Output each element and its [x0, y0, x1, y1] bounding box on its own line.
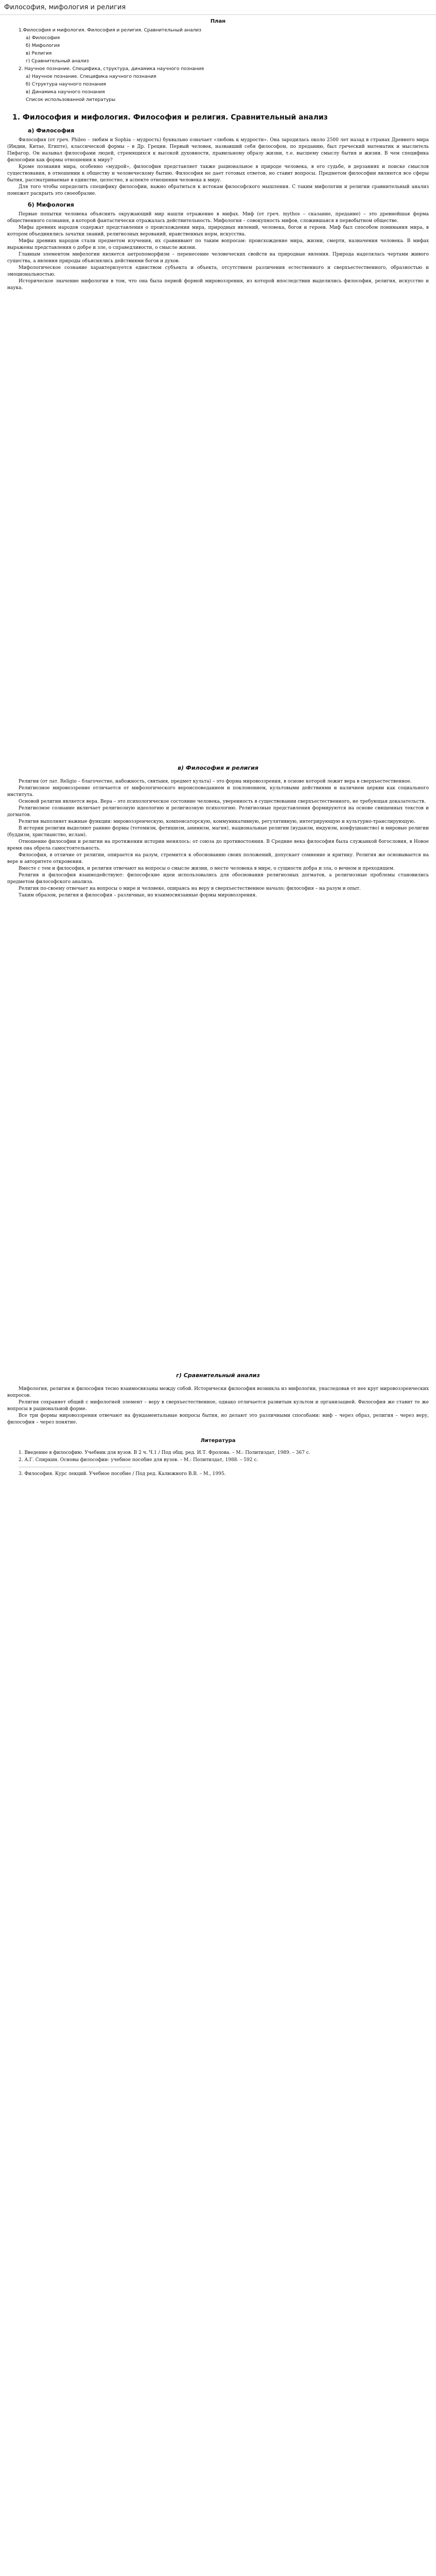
page-spacer	[7, 899, 429, 1363]
literature-list	[7, 1449, 429, 1478]
paragraph: Религиозное сознание включает религиозную идеологию и религиозную психологию. Религиозные представления формируются на основе священных текстов и догматов.	[7, 806, 429, 818]
paragraph: Философия (от греч. Phileo – любим и Sophia – мудрость) буквально означает «любовь к мудрости». Она зародилась около 2500 лет назад в странах Древнего мира (Индии, Китае, Египте), классической формы – в Др. Греции. Первый человек, назвавший себя философом, по преданию, был греческий математик и мыслитель Пифагор. Он называл философами людей, стремящихся к высокой духовности, правильному образу жизни, т.е. высшему смыслу бытия и жизни. В чем специфика философии как формы отношения к миру?	[7, 138, 429, 163]
subsection-g-title: г) Сравнительный анализ	[176, 1372, 260, 1379]
toc-item: 1.Философия и мифология. Философия и религия. Сравнительный анализ	[19, 28, 202, 33]
paragraph: Вместе с тем и философия, и религия отвечают на вопросы о смысле жизни, о месте человека в мире, о сущности добра и зла, о вечном и преходящем.	[19, 866, 395, 871]
paragraph: Религиозное мировоззрение отличается от мифологического вероисповеданием и поклонением, культовыми действиями и наличием церкви как социального института.	[7, 786, 429, 798]
paragraph: Религия выполняет важные функции: мировоззренческую, компенсаторскую, коммуникативную, регулятивную, интегрирующую и культурно-транслирующую.	[19, 819, 415, 824]
paragraph: Все три формы мировоззрения отвечают на фундаментальные вопросы бытия, но делают это различными способами: миф – через образ, религия – через веру, философия – через понятие.	[7, 1413, 429, 1425]
paragraph: Первые попытки человека объяснить окружающий мир нашли отражение в мифах. Миф (от греч. mythos – сказание, предание) – это древнейшая форма общественного сознания, в которой фантастически отражалась действительность. Мифология – совокупность мифов, сложившаяся в первобытном обществе.	[7, 212, 429, 224]
paragraph: Историческое значение мифологии в том, что она была первой формой мировоззрения, из которой впоследствии выделились философия, религия, искусство и наука.	[7, 279, 429, 291]
paragraph: Таким образом, религия и философия – различные, но взаимосвязанные формы мировоззрения.	[19, 893, 257, 898]
paragraph: Основой религии является вера. Вера – это психологическое состояние человека, уверенность в существовании сверхъестественного, не требующая доказательств.	[19, 799, 426, 804]
window-title-bar	[0, 0, 436, 15]
literature-item: 3. Философия. Курс лекций. Учебное пособие / Под ред. Калюжного В.В. – М., 1995.	[19, 1471, 226, 1477]
paragraph: В истории религии выделяют ранние формы (тотемизм, фетишизм, анимизм, магия), национальные религии (иудаизм, индуизм, конфуцианство) и мировые религии (буддизм, христианство, ислам).	[7, 826, 429, 838]
toc-item: в) Динамика научного познания	[26, 90, 105, 95]
toc-item: б) Мифология	[26, 43, 60, 48]
literature-title: Литература	[200, 1438, 236, 1444]
paragraph: Для того чтобы определить специфику философии, важно обратиться к истокам философского мышления. С таким мифологии и религии сравнительный анализ поможет раскрыть это своеобразие.	[7, 184, 429, 196]
subsection-b-title: б) Мифология	[28, 201, 74, 208]
paragraph: Мифология, религия и философия тесно взаимосвязаны между собой. Исторически философия возникла из мифологии, унаследовав от нее круг мировоззренческих вопросов.	[7, 1386, 429, 1398]
toc-item: в) Религия	[26, 51, 52, 56]
subsection-v-body	[7, 778, 429, 899]
paragraph: Главным элементом мифологии является антропоморфизм – перенесение человеческих свойств на природные явления. Природа наделялась чертами живого существа, а явления природы объяснялись действиями богов и духов.	[7, 252, 429, 264]
toc-item: Список использованной литературы	[26, 97, 116, 103]
toc-item: а) Научное познание. Специфика научного познания	[26, 74, 156, 79]
paragraph: Религия (от лат. Religio – благочестие, набожность, святыня, предмет культа) – это форма мировоззрения, в основе которой лежит вера в сверхъестественное.	[19, 779, 412, 784]
paragraph: Философия, в отличие от религии, опирается на разум, стремится к обоснованию своих положений, допускает сомнение и критику. Религия же основывается на вере и авторитете откровения.	[7, 853, 429, 865]
paragraph: Отношение философии и религии на протяжении истории менялось: от союза до противостояния. В Средние века философия была служанкой богословия, в Новое время она обрела самостоятельность.	[7, 839, 429, 851]
paragraph: Мифы древних народов стали предметом изучения, их сравнивают по таким вопросам: происхождение мира, жизни, смерти, назначения человека. В мифах выражены представления о добре и зле, о справедливости, о смысле жизни.	[7, 239, 429, 250]
literature-item: 1. Введение в философию. Учебник для вузов. В 2 ч. Ч.1 / Под общ. ред. И.Т. Фролова. – М.: Политиздат, 1989. – 367 с.	[19, 1450, 310, 1455]
window-title: Философия, мифология и религия	[4, 3, 126, 11]
paragraph: Мифологическое сознание характеризуется единством субъекта и объекта, отсутствием различения естественного и сверхъестественного, образностью и эмоциональностью.	[7, 265, 429, 277]
paragraph: Кроме познания мира, особенно «мудрой», философия представляет также рациональное в природе человека, в его судьбе, в дерзаниях и поиске смыслов существования, в отношении к обществу и человеческому бытию. Философия не дает готовых ответов, но ставит вопросы. Предметом философии являются все сферы бытия, рассматриваемые в единстве, целостно, в аспекте отношения человека к миру.	[7, 164, 429, 183]
paragraph: Религия по-своему отвечает на вопросы о мире и человеке, опираясь на веру в сверхъестественное начало; философия – на разум и опыт.	[19, 886, 361, 891]
paragraph: Религия сохраняет общий с мифологией элемент – веру в сверхъестественное, однако отличается развитым культом и организацией. Философия же ставит те же вопросы в рациональной форме.	[7, 1400, 429, 1412]
toc-item: б) Структура научного познания	[26, 82, 106, 87]
toc-item: 2. Научное познание. Специфика, структура, динамика научного познания	[19, 66, 204, 72]
subsection-a-title: а) Философия	[28, 127, 75, 134]
subsection-b-body	[7, 211, 429, 292]
paragraph: Религия и философия взаимодействуют: философские идеи использовались для обоснования религиозных догматов, а религиозные проблемы становились предметом философского анализа.	[7, 873, 429, 885]
subsection-v-title: в) Философия и религия	[178, 765, 258, 771]
literature-item: 2. А.Г. Спиркин. Основы философии: учебное пособие для вузов. – М.: Политиздат, 1988. – 592 с.	[19, 1458, 258, 1463]
document-page	[0, 18, 436, 1498]
toc-title: План	[210, 19, 226, 24]
paragraph: Мифы древних народов содержат представления о происхождении мира, природных явлений, человека, богов и героев. Миф был способом понимания мира, в котором объединялись зачатки знаний, религиозных верований, нравственных норм, искусства.	[7, 225, 429, 237]
subsection-g-body	[7, 1386, 429, 1426]
section-1-title: 1. Философия и мифология. Философия и религия. Сравнительный анализ	[12, 113, 328, 122]
toc-item: г) Сравнительный анализ	[26, 59, 89, 64]
page-spacer	[7, 292, 429, 755]
toc-item: а) Философия	[26, 36, 60, 41]
table-of-contents	[19, 27, 429, 104]
subsection-a-body	[7, 137, 429, 197]
